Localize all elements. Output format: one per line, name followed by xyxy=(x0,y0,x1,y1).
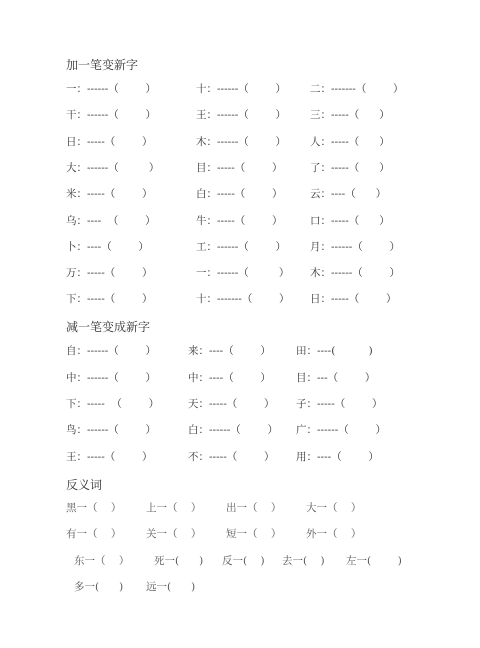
add-stroke-item: 口：-----（ ） xyxy=(310,215,390,227)
add-stroke-item: 日：-----（ ） xyxy=(66,136,153,148)
remove-stroke-item: 不：-----（ ） xyxy=(188,451,275,463)
add-stroke-item: 木：------（ ） xyxy=(196,136,286,148)
remove-stroke-item: 鸟：------（ ） xyxy=(66,424,156,436)
add-stroke-item: 月：------（ ） xyxy=(310,241,400,253)
remove-stroke-item: 田：----( ) xyxy=(296,345,373,357)
add-stroke-item: 三：-----（ ） xyxy=(310,109,390,121)
section-title-antonyms: 反义词 xyxy=(66,478,103,492)
add-stroke-item: 下：-----（ ） xyxy=(66,293,153,305)
remove-stroke-item: 自：------（ ） xyxy=(66,345,156,357)
add-stroke-item: 一：------（ ） xyxy=(66,83,156,95)
remove-stroke-item: 目：---（ ） xyxy=(296,372,376,384)
add-stroke-item: 十：-------（ ） xyxy=(196,293,290,305)
antonyms-item: 有一（ ） xyxy=(66,528,122,540)
antonyms-item: 东一（ ） xyxy=(74,555,130,567)
add-stroke-item: 牛：-----（ ） xyxy=(196,215,283,227)
antonyms-item: 远一( ) xyxy=(146,581,196,593)
antonyms-item: 关一（ ） xyxy=(146,528,202,540)
add-stroke-item: 王：------（ ） xyxy=(196,109,286,121)
antonyms-item: 左一( ) xyxy=(346,555,402,567)
add-stroke-item: 乌：---- （ ） xyxy=(66,215,156,227)
add-stroke-item: 大：------（ ） xyxy=(66,162,160,174)
antonyms-item: 外一（ ） xyxy=(306,528,362,540)
add-stroke-item: 日：-----（ ） xyxy=(310,293,397,305)
add-stroke-item: 米：-----（ ） xyxy=(66,188,153,200)
antonyms-item: 短一（ ） xyxy=(226,528,282,540)
antonyms-item: 死一( ) xyxy=(154,555,204,567)
antonyms-item: 大一（ ） xyxy=(306,502,362,514)
remove-stroke-item: 天：-----（ ） xyxy=(188,398,275,410)
section-title-add-stroke: 加一笔变新字 xyxy=(66,58,139,72)
antonyms-item: 去一( ) xyxy=(282,555,325,567)
add-stroke-item: 万：-----（ ） xyxy=(66,267,153,279)
remove-stroke-item: 来：----（ ） xyxy=(188,345,271,357)
remove-stroke-item: 中：----（ ） xyxy=(188,372,271,384)
add-stroke-item: 十：------（ ） xyxy=(196,83,286,95)
add-stroke-item: 了：-----（ ） xyxy=(310,162,390,174)
antonyms-item: 黑一（ ） xyxy=(66,502,122,514)
remove-stroke-item: 白：------（ ） xyxy=(188,424,278,436)
add-stroke-item: 卜：----（ ） xyxy=(66,241,149,253)
antonyms-item: 上一（ ） xyxy=(146,502,202,514)
add-stroke-item: 目：-----（ ） xyxy=(196,162,283,174)
antonyms-item: 出一（ ） xyxy=(226,502,282,514)
antonyms-item: 反一( ) xyxy=(222,555,265,567)
remove-stroke-item: 中：------（ ） xyxy=(66,372,156,384)
add-stroke-item: 干：------（ ） xyxy=(66,109,156,121)
remove-stroke-item: 用：----（ ） xyxy=(296,451,379,463)
add-stroke-item: 一：------（ ） xyxy=(196,267,290,279)
remove-stroke-item: 下：----- （ ） xyxy=(66,398,160,410)
add-stroke-item: 云：----（ ） xyxy=(310,188,387,200)
add-stroke-item: 人：-----（ ） xyxy=(310,136,390,148)
remove-stroke-item: 广：------（ ） xyxy=(296,424,386,436)
remove-stroke-item: 子：-----（ ） xyxy=(296,398,383,410)
section-title-remove-stroke: 减一笔变成新字 xyxy=(66,320,151,334)
add-stroke-item: 木：------（ ） xyxy=(310,267,400,279)
antonyms-item: 多一( ) xyxy=(74,581,124,593)
add-stroke-item: 白：-----（ ） xyxy=(196,188,283,200)
remove-stroke-item: 王：-----（ ） xyxy=(66,451,153,463)
add-stroke-item: 工：------（ ） xyxy=(196,241,286,253)
add-stroke-item: 二：-------（ ） xyxy=(310,83,404,95)
